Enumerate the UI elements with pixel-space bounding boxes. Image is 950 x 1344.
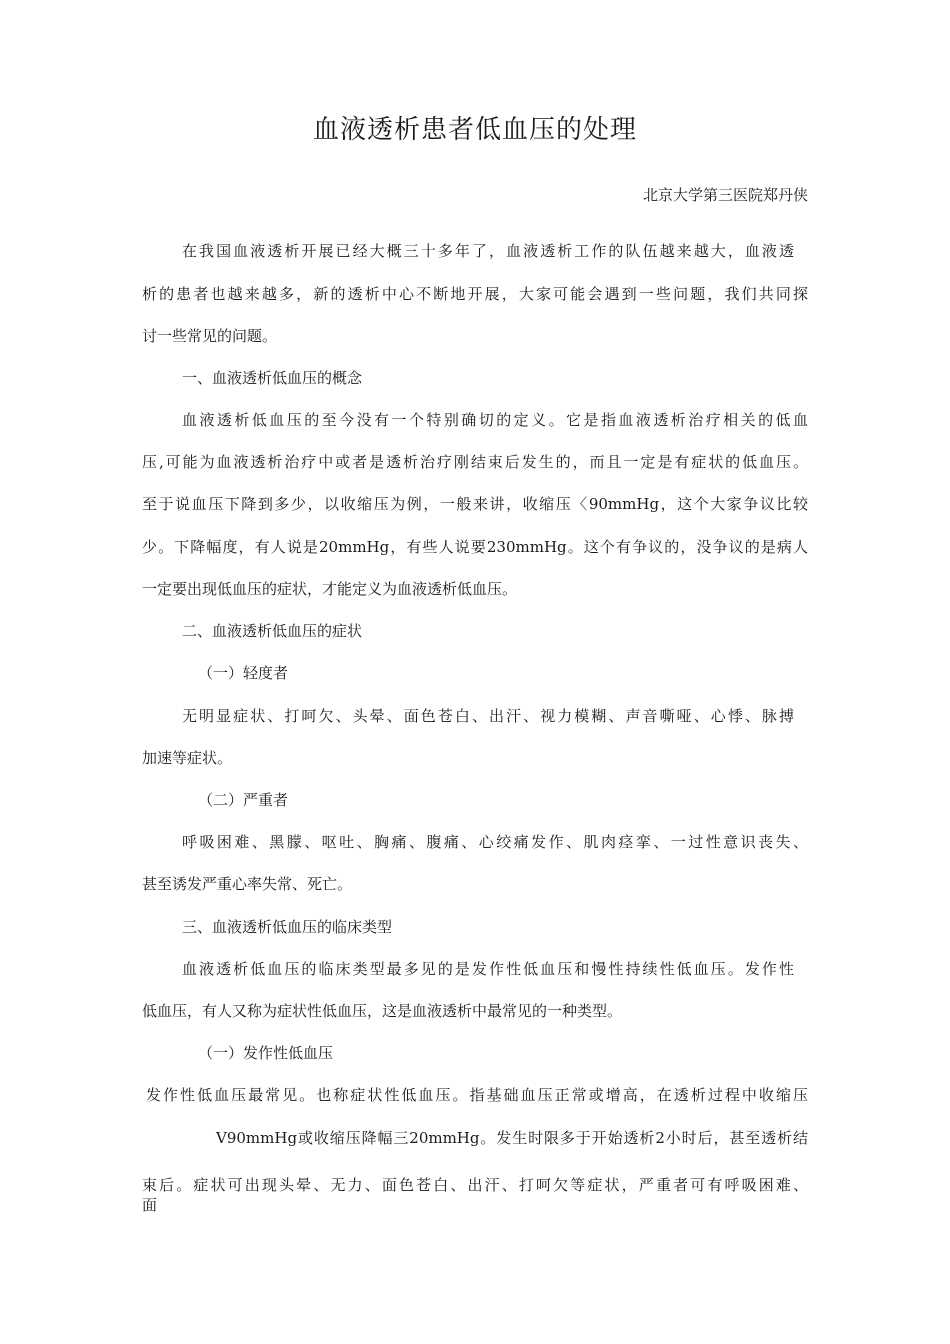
paragraph-line: 面 (142, 1196, 158, 1214)
subsection-heading: （一）轻度者 (198, 664, 289, 682)
paragraph-line: 少。下降幅度，有人说是20mmHg，有些人说要230mmHg。这个有争议的，没争议的是病人 (142, 538, 808, 556)
section-heading: 一、血液透析低血压的概念 (182, 369, 363, 387)
paragraph-line: 甚至诱发严重心率失常、死亡。 (142, 875, 353, 893)
paragraph-line: 发作性低血压最常见。也称症状性低血压。指基础血压正常或增高，在透析过程中收缩压 (146, 1086, 808, 1104)
paragraph-line: 析的患者也越来越多，新的透析中心不断地开展，大家可能会遇到一些问题，我们共同探 (142, 285, 808, 303)
paragraph-line: 低血压，有人又称为症状性低血压，这是血液透析中最常见的一种类型。 (142, 1002, 623, 1020)
paragraph-line: 一定要出现低血压的症状，才能定义为血液透析低血压。 (142, 580, 518, 598)
paragraph-line: 讨一些常见的问题。 (142, 327, 278, 345)
paragraph-line: 加速等症状。 (142, 749, 233, 767)
document-title: 血液透析患者低血压的处理 (312, 115, 637, 145)
section-heading: 二、血液透析低血压的症状 (182, 622, 363, 640)
paragraph-line: 束后。症状可出现头晕、无力、面色苍白、出汗、打呵欠等症状，严重者可有呼吸困难、 (142, 1176, 808, 1194)
author-line: 北京大学第三医院郑丹侠 (642, 186, 808, 204)
subsection-heading: （一）发作性低血压 (198, 1044, 334, 1062)
paragraph-line: 在我国血液透析开展已经大概三十多年了，血液透析工作的队伍越来越大，血液透 (182, 242, 794, 260)
paragraph-line: 无明显症状、打呵欠、头晕、面色苍白、出汗、视力模糊、声音嘶哑、心悸、脉搏 (182, 707, 794, 725)
paragraph-line: 压,可能为血液透析治疗中或者是透析治疗刚结束后发生的，而且一定是有症状的低血压。 (142, 453, 808, 471)
subsection-heading: （二）严重者 (198, 791, 289, 809)
section-heading: 三、血液透析低血压的临床类型 (182, 918, 393, 936)
paragraph-line: 呼吸困难、黑朦、呕吐、胸痛、腹痛、心绞痛发作、肌肉痉挛、一过性意识丧失、 (182, 833, 808, 851)
paragraph-line: V90mmHg或收缩压降幅三20mmHg。发生时限多于开始透析2小时后，甚至透析结 (216, 1129, 808, 1147)
paragraph-line: 至于说血压下降到多少，以收缩压为例，一般来讲，收缩压〈90mmHg，这个大家争议比较 (142, 495, 808, 513)
paragraph-line: 血液透析低血压的临床类型最多见的是发作性低血压和慢性持续性低血压。发作性 (182, 960, 794, 978)
paragraph-line: 血液透析低血压的至今没有一个特别确切的定义。它是指血液透析治疗相关的低血 (182, 411, 808, 429)
